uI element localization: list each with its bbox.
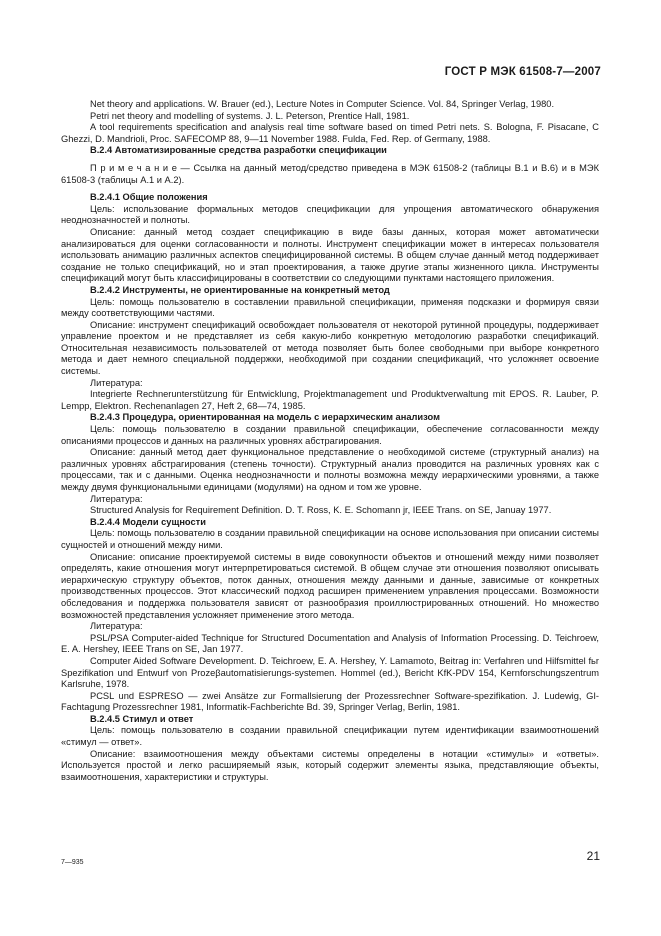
paragraph: Computer Aided Software Development. D. Teichroew, E. A. Hershey, Y. Lamamoto, Beitrag in: Verfahren und Hilfsmittel fьr Spezifikation und Entwurf von Prozeβautomatisierungs-systemen. Hommel (ed.), Bericht KfK-PDV 154, Kernforschungszentrum Karlsruhe, 1978. (61, 655, 599, 690)
section-heading: В.2.4 Автоматизированные средства разработки спецификации (90, 145, 387, 156)
paragraph: Описание: взаимоотношения между объектами системы определены в нотации «стимулы» и «ответы». Используется простой и легко расширяемый язык, который содержит элементы языка, представляющие объекты, взаимоотношения, характеристики и структуры. (61, 748, 599, 782)
paragraph: Описание: данный метод дает функциональное представление о необходимой системе (структурный анализ) на различных уровнях абстрагирования (степень точности). Структурный анализ проводится на различных уровнях как с процессами, так и с данными. Оценка неоднозначности и полноты возможна между иерархическими уровнями, а также между двумя функциональными единицами (модулями) на одном и том же уровне. (61, 447, 599, 492)
paragraph: Описание: инструмент спецификаций освобождает пользователя от некоторой рутинной процедуры, поддерживает управление проектом и не представляет из себя какую-либо конкретную методологию разработки спецификаций. Относительная независимость пользователей от метода позволяет быть более свободными при выборе конкретного метода и дает немного специальной поддержки, необходимой при создании спецификаций, что усложняет освоение системы. (61, 319, 599, 377)
paragraph: Цель: помощь пользователю в создании правильной спецификации путем идентификации взаимоотношений «стимул — ответ». (61, 725, 599, 748)
paragraph: Net theory and applications. W. Brauer (ed.), Lecture Notes in Computer Science. Vol. 84, Springer Verlag, 1980. (90, 99, 555, 109)
paragraph: П р и м е ч а н и е — Ссылка на данный метод/средство приведена в МЭК 61508-2 (таблицы В.1 и В.6) и в МЭК 61508-3 (таблицы А.1 и А.2). (61, 162, 599, 185)
document-header: ГОСТ Р МЭК 61508-7—2007 (444, 66, 601, 78)
paragraph: Описание: описание проектируемой системы в виде совокупности объектов и отношений между ними позволяет определять, какие отношения могут интерпретироваться системой. В общем случае эти отношения позволяют описывать иерархическую структуру объектов, поток данных, отношения между данными и данные, зависимые от конкретных производственных процессов. Этот классический подход расширен применением управления процессами. Возможности обследования и поддержка пользователя зависят от разнообразия проиллюстрированных отношений. Но множество возможностей представления усложняет применение этого метода. (61, 551, 599, 620)
section-heading: В.2.4.4 Модели сущности (90, 516, 206, 527)
document-body (61, 99, 599, 783)
section-heading: В.2.4.3 Процедура, ориентированная на модель с иерархическим анализом (90, 412, 440, 423)
paragraph: Литература: (90, 377, 143, 388)
print-code: 7—935 (61, 859, 84, 866)
paragraph: Описание: данный метод создает спецификацию в виде базы данных, которая может автоматически анализироваться для оценки согласованности и полноты. Инструмент спецификации может в интересах пользователя использовать анимацию различных аспектов специфицированной системы. В общем случае данный метод поддерживает создание не только спецификаций, но и этап проектирования, а также другие этапы жизненного цикла. Инструменты спецификаций могут быть классифицированы в соответствии со следующими пунктами настоящего приложения. (61, 226, 599, 284)
paragraph: PCSL und ESPRESO — zwei Ansätze zur Formallsierung der Prozessrechner Software-spezifikation. J. Ludewig, GI-Fachtagung Prozessrechner 1981, Informatik-Fachberichte Bd. 39, Springer Verlag, Berlin, 1981. (61, 690, 599, 713)
section-heading: В.2.4.1 Общие положения (90, 192, 208, 203)
section-heading: В.2.4.2 Инструменты, не ориентированные на конкретный метод (90, 284, 390, 295)
paragraph: Цель: помощь пользователю в создании правильной спецификации, обеспечение согласованности между описаниями процессов и данных на различных уровнях абстрагирования. (61, 424, 599, 446)
paragraph: A tool requirements specification and analysis real time software based on timed Petri nets. S. Bologna, F. Pisacane, C Ghezzi, D. Mandrioli, Proc. SAFECOMP 88, 9—11 November 1988. Fulda, Fed. Rep. of Germany, 1988. (61, 122, 599, 144)
paragraph: PSL/PSA Computer-aided Technique for Structured Documentation and Analysis of Information Processing. D. Teichroew, E. A. Hershey, IEEE Trans on SE, Jan 1977. (61, 632, 599, 655)
paragraph: Цель: использование формальных методов спецификации для упрощения автоматического обнаружения неоднозначностей и полноты. (61, 203, 599, 226)
paragraph: Цель: помощь пользователю в составлении правильной спецификации, применяя подсказки и формируя связи между соответствующими частями. (61, 296, 599, 319)
section-heading: В.2.4.5 Стимул и ответ (90, 713, 194, 724)
paragraph: Structured Analysis for Requirement Definition. D. T. Ross, K. E. Schomann jr, IEEE Trans. on SE, Januay 1977. (90, 505, 552, 516)
paragraph: Petri net theory and modelling of systems. J. L. Peterson, Prentice Hall, 1981. (90, 110, 410, 121)
paragraph: Литература: (90, 493, 143, 504)
paragraph: Integrierte Rechnerunterstützung für Entwicklung, Projektmanagement und Produktverwaltung mit EPOS. R. Lauber, P. Lempp, Elektron. Rechenanlagen 27, Heft 2, 68—74, 1985. (61, 389, 599, 411)
paragraph: Цель: помощь пользователю в создании правильной спецификации на основе использования при описании системы сущностей и отношений между ними. (61, 528, 599, 550)
page-number: 21 (586, 849, 600, 863)
paragraph: Литература: (90, 621, 143, 632)
